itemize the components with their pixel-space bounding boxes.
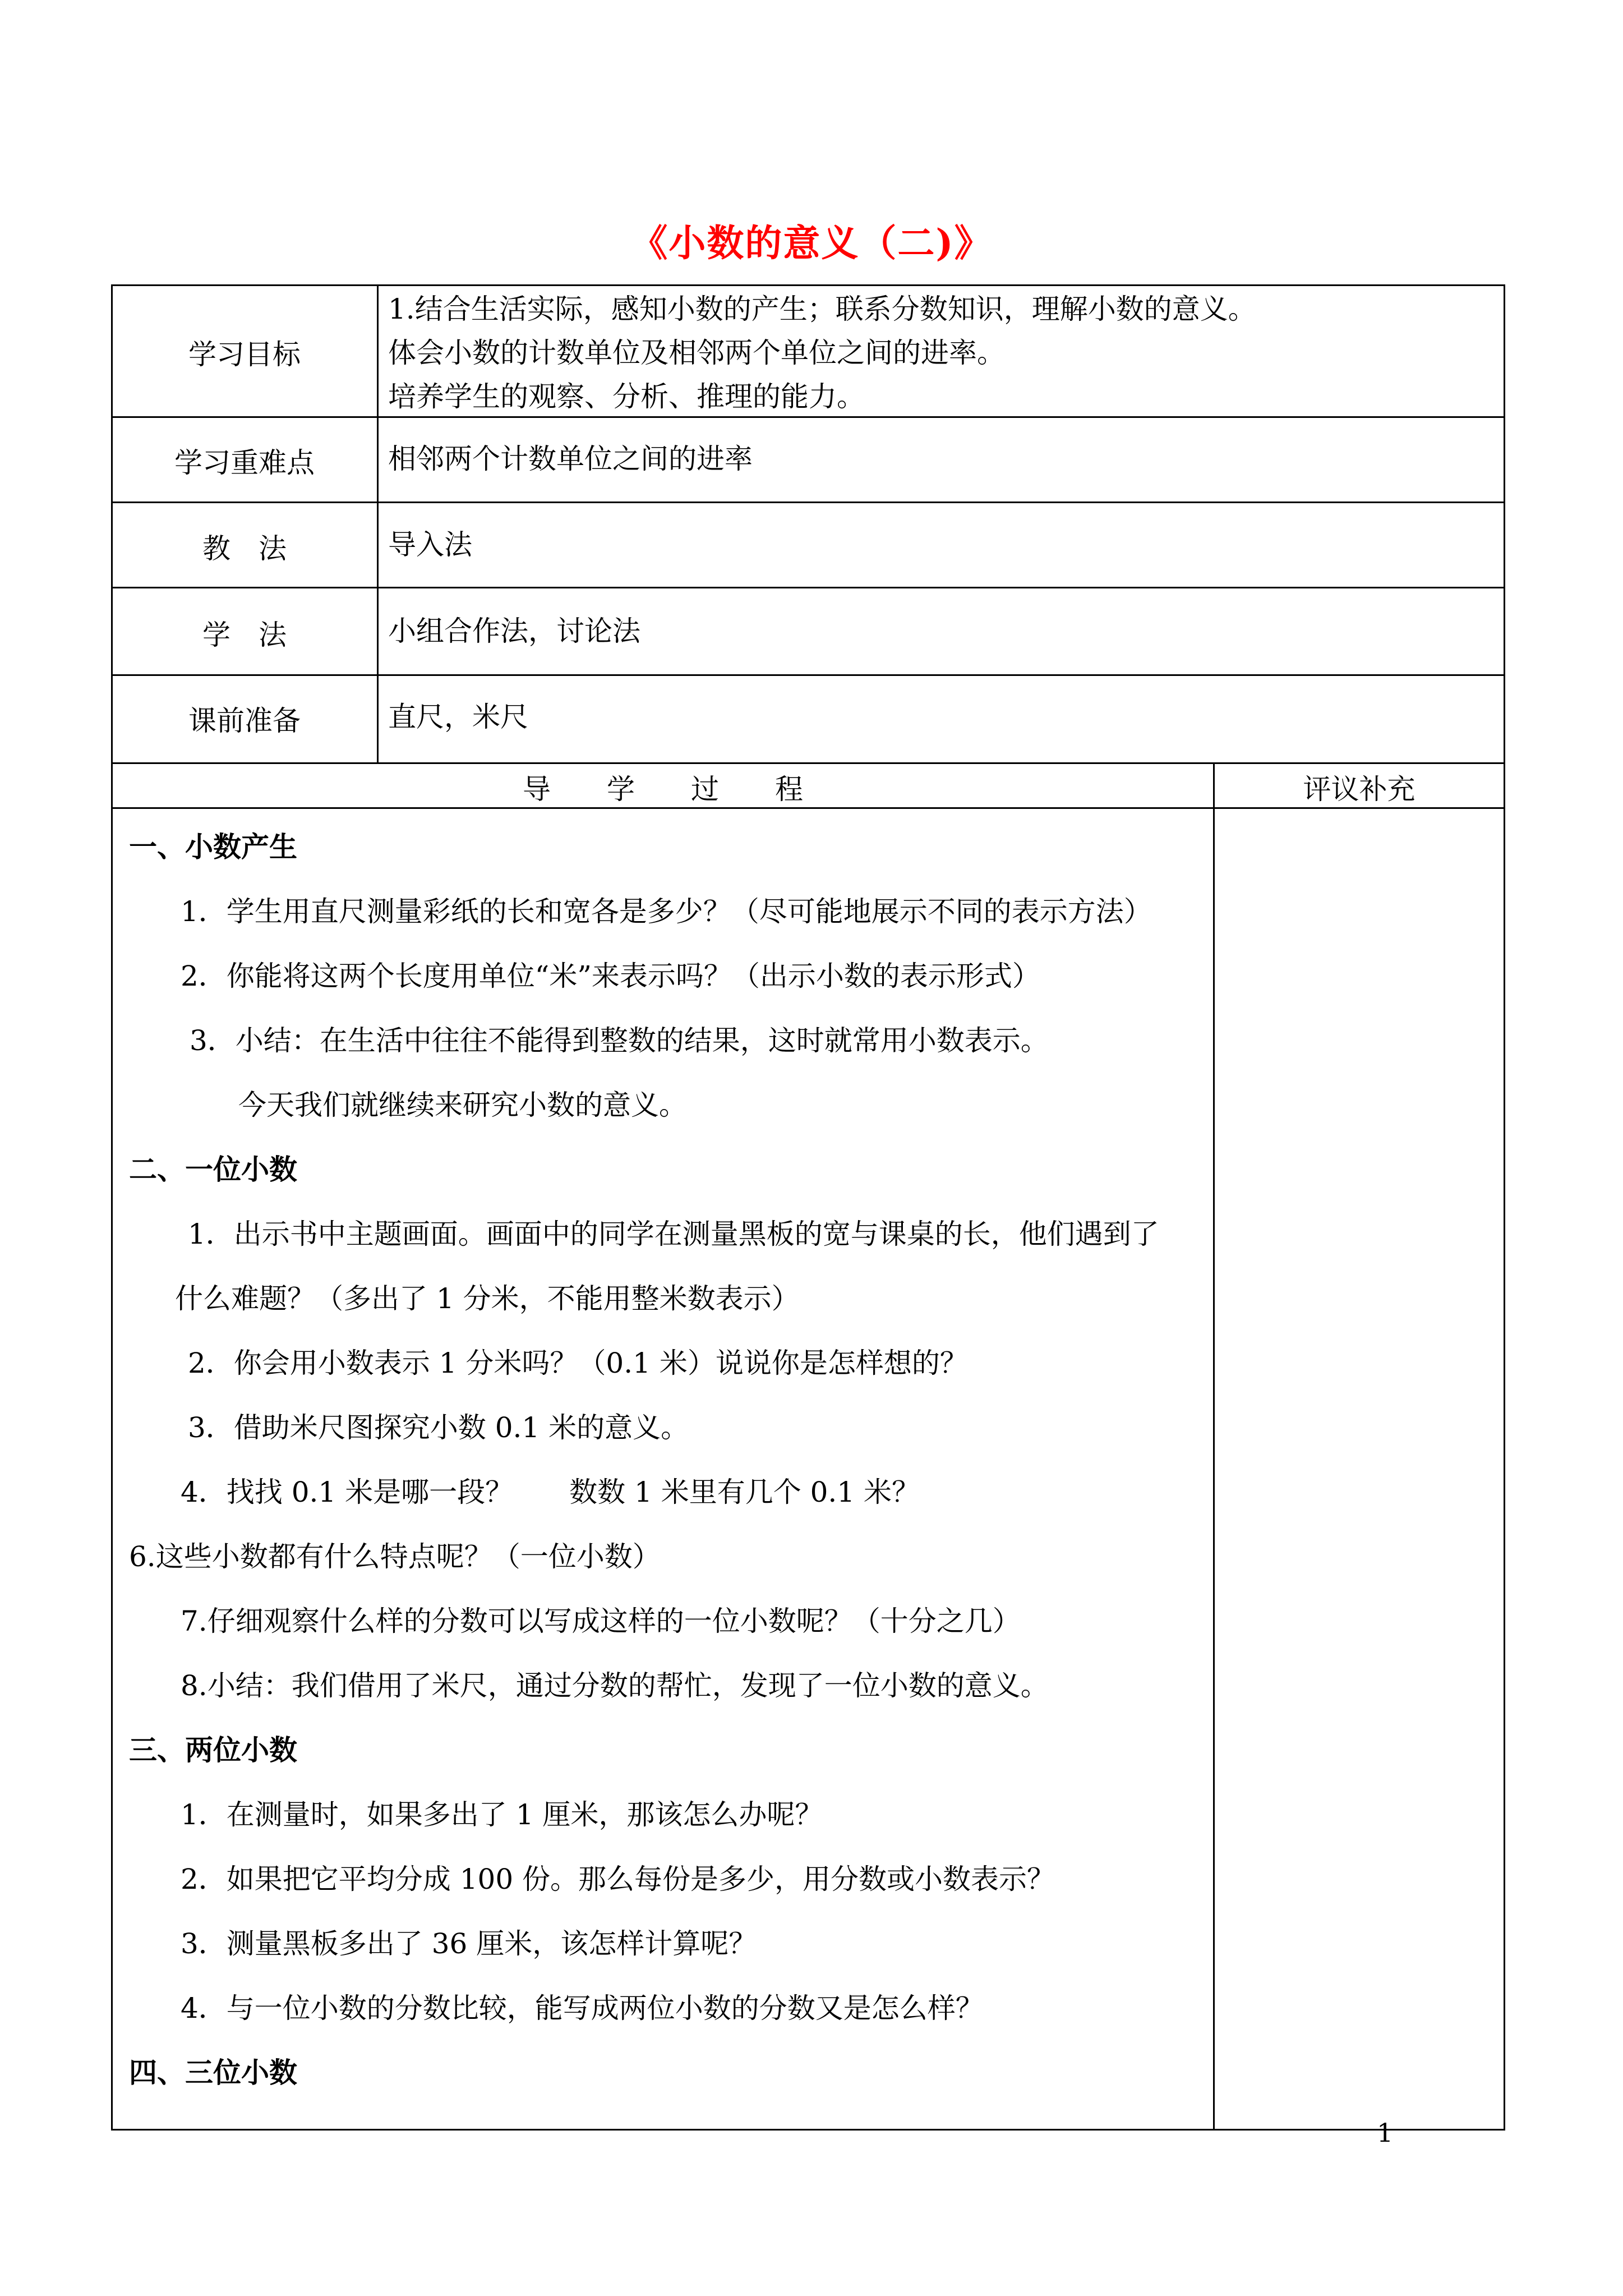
comment-header: 评议补充	[1303, 773, 1415, 806]
list-item: 4．与一位小数的分数比较，能写成两位小数的分数又是怎么样？	[181, 1992, 984, 2024]
info-row-separator	[111, 587, 1505, 588]
info-value-preparation	[388, 695, 528, 739]
page-number: 1	[1377, 2118, 1394, 2148]
preparation-text: 直尺，米尺	[388, 701, 528, 733]
info-value-teaching-method	[388, 523, 472, 567]
list-item: 3．借助米尺图探究小数 0.1 米的意义。	[188, 1411, 689, 1444]
list-item: 3．小结：在生活中往往不能得到整数的结果，这时就常用小数表示。	[190, 1024, 1049, 1057]
list-item: 8.小结：我们借用了米尺，通过分数的帮忙，发现了一位小数的意义。	[181, 1669, 1049, 1702]
list-item: 什么难题？（多出了 1 分米，不能用整米数表示）	[175, 1282, 800, 1315]
list-item: 1．学生用直尺测量彩纸的长和宽各是多少？（尽可能地展示不同的表示方法）	[181, 895, 1152, 928]
info-label-learning-method: 学 法	[202, 619, 287, 651]
info-label-preparation: 课前准备	[188, 705, 301, 737]
info-row-separator	[111, 674, 1505, 676]
info-label-teaching-method: 教 法	[202, 532, 287, 565]
info-row-separator	[111, 501, 1505, 503]
section-heading: 一、小数产生	[129, 830, 297, 863]
list-item: 2．你会用小数表示 1 分米吗？（0.1 米）说说你是怎样想的？	[188, 1347, 968, 1379]
teaching-method-text: 导入法	[388, 528, 472, 561]
learning-method-text: 小组合作法，讨论法	[388, 615, 640, 647]
info-label-key-points: 学习重难点	[174, 447, 315, 479]
objective-line: 体会小数的计数单位及相邻两个单位之间的进率。	[388, 337, 1005, 369]
key-points-text: 相邻两个计数单位之间的进率	[388, 443, 753, 475]
list-item: 6.这些小数都有什么特点呢？（一位小数）	[129, 1540, 661, 1573]
objective-line: 培养学生的观察、分析、推理的能力。	[388, 380, 865, 413]
info-table-divider	[377, 284, 379, 764]
info-value-learning-method	[388, 609, 640, 653]
info-label-objectives: 学习目标	[188, 338, 301, 371]
comment-column-divider	[1213, 762, 1215, 2131]
list-item: 1．出示书中主题画面。画面中的同学在测量黑板的宽与课桌的长，他们遇到了	[188, 1218, 1159, 1250]
section-heading: 三、两位小数	[129, 1733, 297, 1766]
list-item: 7.仔细观察什么样的分数可以写成这样的一位小数呢？（十分之几）	[181, 1605, 1021, 1637]
list-item: 2．你能将这两个长度用单位“米”来表示吗？（出示小数的表示形式）	[181, 960, 1040, 992]
section-heading: 四、三位小数	[129, 2056, 297, 2089]
info-value-key-points	[388, 437, 753, 481]
page-title: 《小数的意义（二)》	[630, 221, 993, 265]
info-value-objectives	[388, 287, 1256, 418]
section-heading: 二、一位小数	[129, 1153, 297, 1186]
objective-line: 1.结合生活实际，感知小数的产生；联系分数知识，理解小数的意义。	[388, 293, 1256, 325]
process-header-separator	[111, 807, 1505, 809]
list-item: 1．在测量时，如果多出了 1 厘米，那该怎么办呢？	[181, 1798, 823, 1831]
process-header: 导 学 过 程	[523, 773, 803, 806]
list-item: 今天我们就继续来研究小数的意义。	[238, 1089, 687, 1121]
list-item: 2．如果把它平均分成 100 份。那么每份是多少，用分数或小数表示？	[181, 1863, 1055, 1895]
list-item: 3．测量黑板多出了 36 厘米，该怎样计算呢？	[181, 1927, 757, 1960]
list-item: 4．找找 0.1 米是哪一段？ 数数 1 米里有几个 0.1 米？	[181, 1476, 920, 1508]
